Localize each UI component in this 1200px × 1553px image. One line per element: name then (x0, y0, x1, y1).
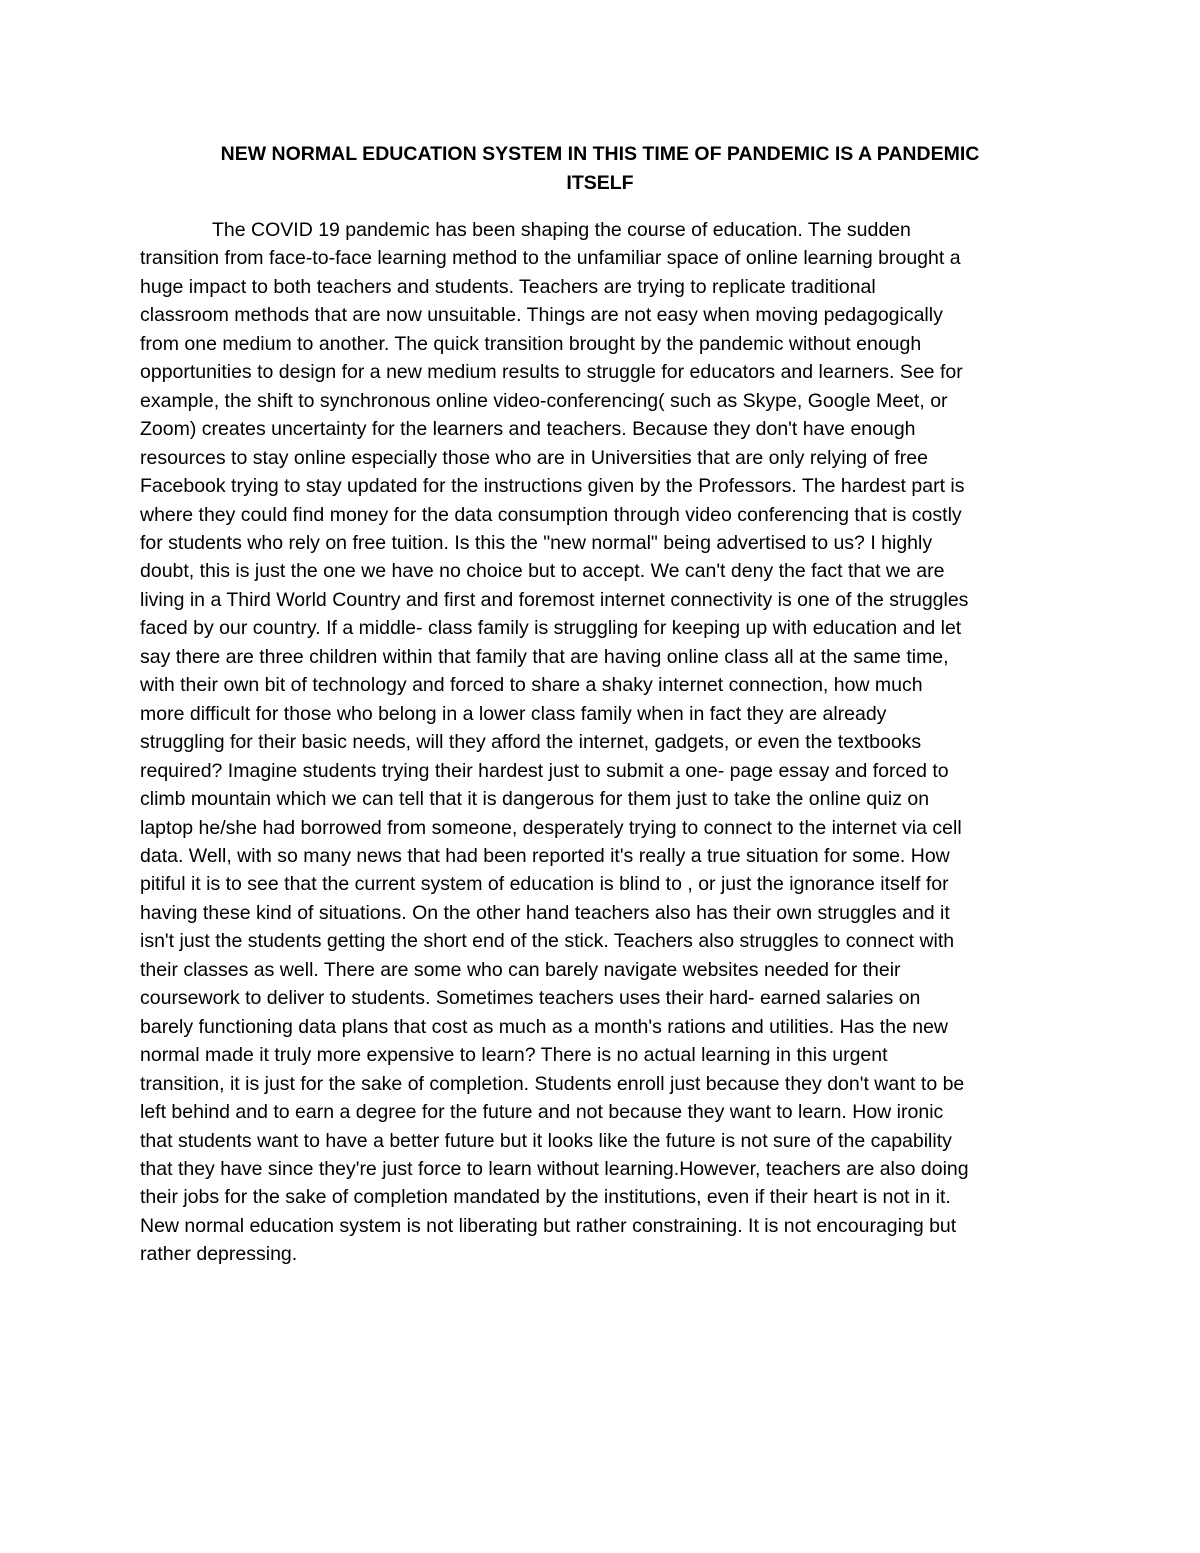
body-line: transition, it is just for the sake of completion. Students enroll just because they don't want to be (140, 1072, 965, 1095)
body-line: more difficult for those who belong in a lower class family when in fact they are already (140, 702, 887, 725)
body-line: normal made it truly more expensive to learn? There is no actual learning in this urgent (140, 1044, 888, 1067)
body-line: classroom methods that are now unsuitable. Things are not easy when moving pedagogically (140, 304, 943, 327)
body-line: Facebook trying to stay updated for the instructions given by the Professors. The hardest part is (140, 475, 965, 498)
body-line: pitiful it is to see that the current system of education is blind to , or just the ignorance itself for (140, 873, 949, 896)
body-line: struggling for their basic needs, will they afford the internet, gadgets, or even the textbooks (140, 731, 922, 754)
body-line: resources to stay online especially those who are in Universities that are only relying of free (140, 446, 928, 469)
body-line: coursework to deliver to students. Sometimes teachers uses their hard- earned salaries on (140, 987, 921, 1010)
body-line: for students who rely on free tuition. Is this the "new normal" being advertised to us? I highly (140, 531, 933, 554)
title-line-2: ITSELF (566, 172, 634, 194)
body-line: with their own bit of technology and forced to share a shaky internet connection, how much (140, 674, 923, 697)
body-line: their classes as well. There are some who can barely navigate websites needed for their (140, 958, 901, 981)
body-line: say there are three children within that family that are having online class all at the same time, (140, 645, 949, 668)
body-line: climb mountain which we can tell that it is dangerous for them just to take the online quiz on (140, 788, 930, 811)
body-line: required? Imagine students trying their hardest just to submit a one- page essay and forced to (140, 759, 949, 782)
body-line: where they could find money for the data consumption through video conferencing that is costly (140, 503, 962, 526)
body-line: from one medium to another. The quick transition brought by the pandemic without enough (140, 332, 922, 355)
body-line: isn't just the students getting the short end of the stick. Teachers also struggles to connect with (140, 930, 955, 953)
body-line: Zoom) creates uncertainty for the learners and teachers. Because they don't have enough (140, 418, 916, 441)
body-line: data. Well, with so many news that had been reported it's really a true situation for some. How (140, 844, 950, 867)
body-line: The COVID 19 pandemic has been shaping the course of education. The sudden (212, 219, 911, 241)
body-line: barely functioning data plans that cost as much as a month's rations and utilities. Has the new (140, 1015, 949, 1038)
body-line: laptop he/she had borrowed from someone, desperately trying to connect to the internet via cell (140, 816, 962, 839)
body-line: New normal education system is not liberating but rather constraining. It is not encouraging but (140, 1214, 957, 1237)
body-line: example, the shift to synchronous online video-conferencing( such as Skype, Google Meet, or (140, 389, 948, 412)
document-title (140, 140, 1060, 198)
body-line: that students want to have a better future but it looks like the future is not sure of the capability (140, 1129, 952, 1152)
body-line: having these kind of situations. On the other hand teachers also has their own struggles and it (140, 901, 950, 924)
body-line: huge impact to both teachers and students. Teachers are trying to replicate traditional (140, 275, 876, 298)
body-line: doubt, this is just the one we have no choice but to accept. We can't deny the fact that we are (140, 560, 945, 583)
body-line: left behind and to earn a degree for the future and not because they want to learn. How ironic (140, 1101, 944, 1124)
body-line: their jobs for the sake of completion mandated by the institutions, even if their heart is not in it. (140, 1186, 951, 1209)
title-line-1: NEW NORMAL EDUCATION SYSTEM IN THIS TIME OF PANDEMIC IS A PANDEMIC (220, 143, 980, 165)
body-line: opportunities to design for a new medium results to struggle for educators and learners. See for (140, 361, 963, 384)
body-line: transition from face-to-face learning method to the unfamiliar space of online learning brought a (140, 247, 961, 270)
body-line: living in a Third World Country and first and foremost internet connectivity is one of the struggles (140, 588, 969, 611)
body-line: that they have since they're just force to learn without learning.However, teachers are also doing (140, 1157, 969, 1180)
body-line: rather depressing. (140, 1243, 298, 1266)
body-line: faced by our country. If a middle- class family is struggling for keeping up with education and let (140, 617, 962, 640)
body-paragraph (140, 216, 1062, 1269)
